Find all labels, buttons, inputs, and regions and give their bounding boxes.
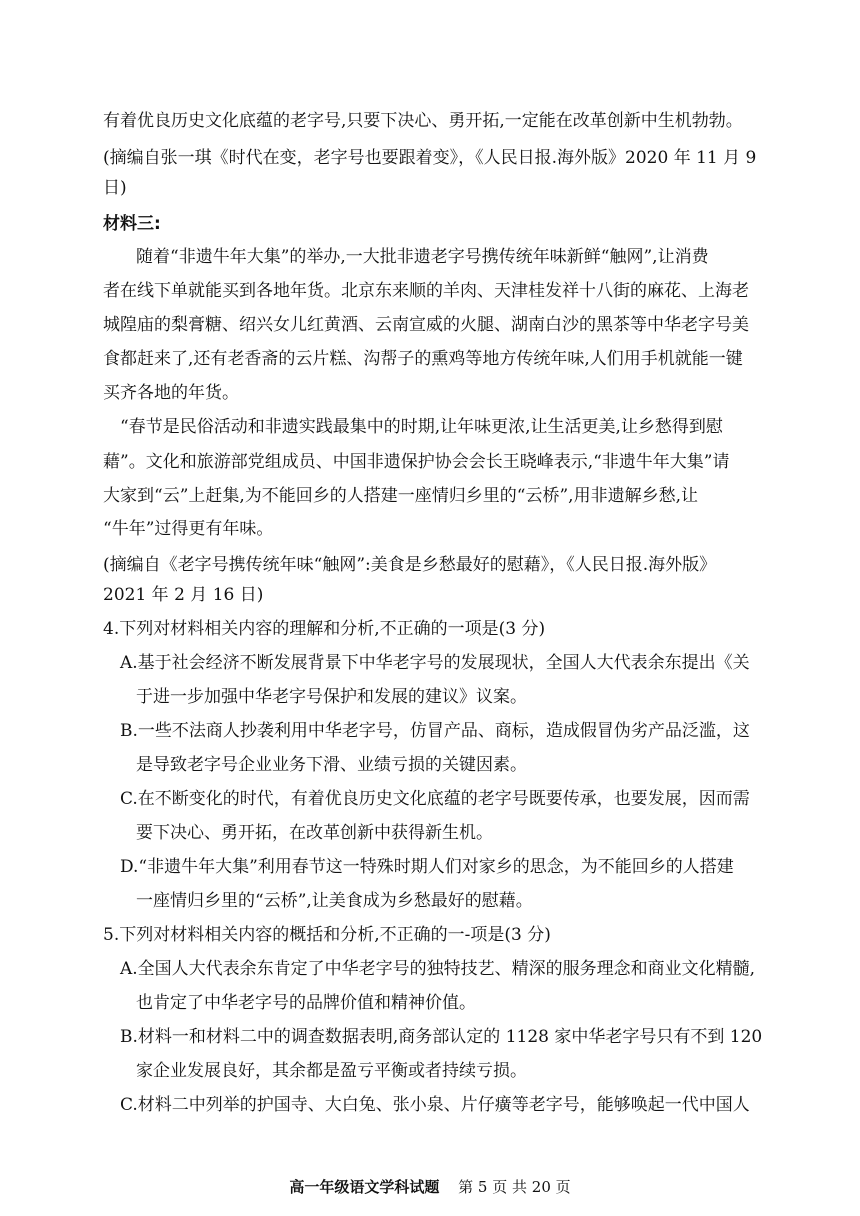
- citation-line: 日): [103, 178, 127, 198]
- citation-line: 2021 年 2 月 16 日): [103, 585, 264, 605]
- question-4-option-c: 要下决心、勇开拓，在改革创新中获得新生机。: [136, 823, 493, 843]
- question-5-option-a: 也肯定了中华老字号的品牌价值和精神价值。: [136, 993, 476, 1013]
- page-footer: [0, 1177, 860, 1197]
- question-4-option-b: B.一些不法商人抄袭利用中华老字号，仿冒产品、商标，造成假冒伪劣产品泛滥，这: [120, 721, 750, 741]
- paragraph-line: 随着“非遗牛年大集”的举办,一大批非遗老字号携传统年味新鲜“触网”,让消费: [136, 247, 709, 267]
- question-5-option-a: A.全国人大代表余东肯定了中华老字号的独特技艺、精深的服务理念和商业文化精髓,: [120, 959, 756, 979]
- paragraph-line: “春节是民俗活动和非遗实践最集中的时期,让年味更浓,让生活更美,让乡愁得到慰: [120, 417, 723, 437]
- question-4-option-d: D.“非遗牛年大集”利用春节这一特殊时期人们对家乡的思念，为不能回乡的人搭建: [120, 857, 734, 877]
- citation-line: (摘编自张一琪《时代在变，老字号也要跟着变》，《人民日报.海外版》2020 年 11 月 9: [103, 148, 757, 168]
- question-5-stem: 5.下列对材料相关内容的概括和分析,不正确的一-项是(3 分): [103, 925, 551, 945]
- question-4-option-a: A.基于社会经济不断发展背景下中华老字号的发展现状，全国人大代表余东提出《关: [120, 653, 750, 673]
- page-number: 第 5 页 共 20 页: [458, 1178, 571, 1196]
- question-4-option-d: 一座情归乡里的“云桥”,让美食成为乡愁最好的慰藉。: [136, 891, 533, 911]
- paragraph-line: 食都赶来了,还有老香斋的云片糕、沟帮子的熏鸡等地方传统年味,人们用手机就能一键: [103, 349, 743, 369]
- question-5-option-c: C.材料二中列举的护国寺、大白兔、张小泉、片仔癀等老字号，能够唤起一代中国人: [120, 1095, 750, 1115]
- question-4-stem: 4.下列对材料相关内容的理解和分析,不正确的一项是(3 分): [103, 619, 546, 639]
- question-4-option-b: 是导致老字号企业业务下滑、业绩亏损的关键因素。: [136, 755, 527, 775]
- citation-line: (摘编自《老字号携传统年味“触网”:美食是乡愁最好的慰藉》，《人民日报.海外版》: [103, 555, 717, 575]
- question-5-option-b: 家企业发展良好，其余都是盈亏平衡或者持续亏损。: [136, 1061, 527, 1081]
- paragraph-line: “牛年”过得更有年味。: [103, 519, 274, 539]
- question-4-option-c: C.在不断变化的时代，有着优良历史文化底蕴的老字号既要传承，也要发展，因而需: [120, 789, 750, 809]
- section-heading: 材料三:: [103, 214, 161, 234]
- paragraph-line: 买齐各地的年货。: [103, 383, 239, 403]
- paragraph-line: 者在线下单就能买到各地年货。北京东来顺的羊肉、天津桂发祥十八街的麻花、上海老: [103, 281, 749, 301]
- question-4-option-a: 于进一步加强中华老字号保护和发展的建议》议案。: [136, 687, 527, 707]
- question-5-option-b: B.材料一和材料二中的调查数据表明,商务部认定的 1128 家中华老字号只有不到 120: [120, 1027, 763, 1047]
- paragraph-line: 有着优良历史文化底蕴的老字号,只要下决心、勇开拓,一定能在改革创新中生机勃勃。: [103, 111, 743, 131]
- paragraph-line: 藉”。文化和旅游部党组成员、中国非遗保护协会会长王晓峰表示,“非遗牛年大集”请: [103, 452, 730, 472]
- exam-title: 高一年级语文学科试题: [289, 1178, 440, 1196]
- paragraph-line: 城隍庙的梨膏糖、绍兴女儿红黄酒、云南宣威的火腿、湖南白沙的黑茶等中华老字号美: [103, 315, 749, 335]
- paragraph-line: 大家到“云”上赶集,为不能回乡的人搭建一座情归乡里的“云桥”,用非遗解乡愁,让: [103, 486, 698, 506]
